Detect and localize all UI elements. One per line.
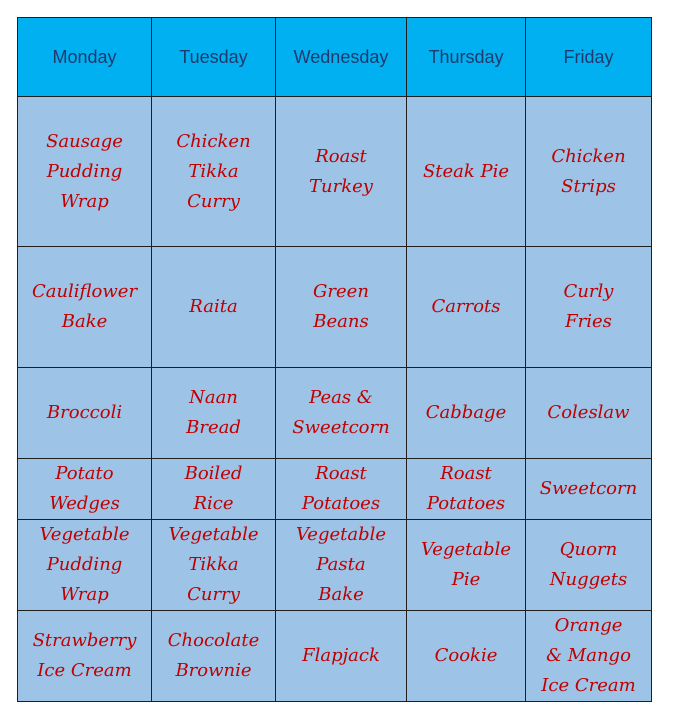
day-header-thursday: Thursday <box>407 18 526 97</box>
menu-cell: Carrots <box>407 247 526 368</box>
menu-table <box>17 17 652 702</box>
menu-cell: Green Beans <box>276 247 407 368</box>
menu-cell: Chicken Strips <box>526 97 652 247</box>
side-row-1 <box>18 247 652 368</box>
day-header-wednesday: Wednesday <box>276 18 407 97</box>
menu-cell: Peas & Sweetcorn <box>276 368 407 459</box>
menu-cell: Vegetable Tikka Curry <box>152 520 276 611</box>
menu-cell: Cookie <box>407 611 526 702</box>
menu-cell: Broccoli <box>18 368 152 459</box>
menu-cell: Chocolate Brownie <box>152 611 276 702</box>
menu-cell: Vegetable Pasta Bake <box>276 520 407 611</box>
side-row-3 <box>18 459 652 520</box>
side-row-2 <box>18 368 652 459</box>
menu-cell: Roast Potatoes <box>276 459 407 520</box>
menu-cell: Strawberry Ice Cream <box>18 611 152 702</box>
menu-cell: Potato Wedges <box>18 459 152 520</box>
main-course-row <box>18 97 652 247</box>
menu-cell: Chicken Tikka Curry <box>152 97 276 247</box>
menu-cell: Curly Fries <box>526 247 652 368</box>
header-row <box>18 18 652 97</box>
menu-cell: Roast Potatoes <box>407 459 526 520</box>
menu-cell: Quorn Nuggets <box>526 520 652 611</box>
menu-cell: Boiled Rice <box>152 459 276 520</box>
menu-cell: Cabbage <box>407 368 526 459</box>
menu-cell: Flapjack <box>276 611 407 702</box>
menu-cell: Sausage Pudding Wrap <box>18 97 152 247</box>
dessert-row <box>18 611 652 702</box>
menu-cell: Vegetable Pudding Wrap <box>18 520 152 611</box>
menu-cell: Cauliflower Bake <box>18 247 152 368</box>
menu-cell: Vegetable Pie <box>407 520 526 611</box>
day-header-tuesday: Tuesday <box>152 18 276 97</box>
menu-cell: Roast Turkey <box>276 97 407 247</box>
day-header-friday: Friday <box>526 18 652 97</box>
menu-cell: Steak Pie <box>407 97 526 247</box>
day-header-monday: Monday <box>18 18 152 97</box>
menu-cell: Orange & Mango Ice Cream <box>526 611 652 702</box>
vegetarian-row <box>18 520 652 611</box>
menu-cell: Coleslaw <box>526 368 652 459</box>
menu-cell: Raita <box>152 247 276 368</box>
menu-cell: Sweetcorn <box>526 459 652 520</box>
menu-cell: Naan Bread <box>152 368 276 459</box>
